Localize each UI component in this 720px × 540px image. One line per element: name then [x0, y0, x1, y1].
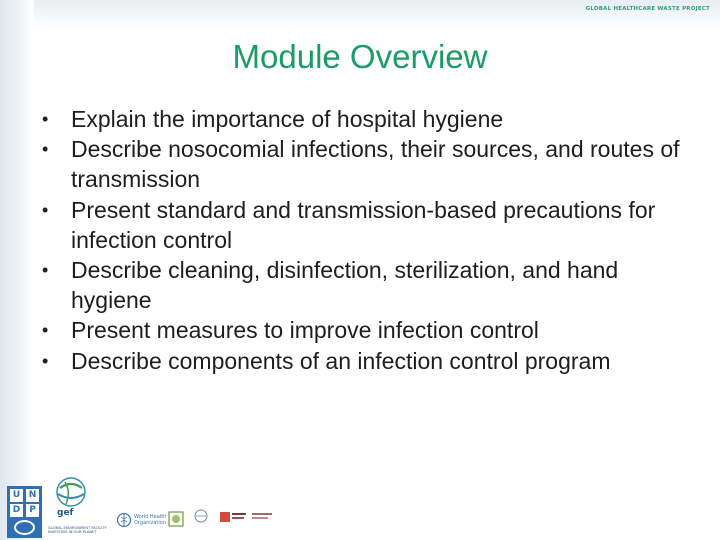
- undp-letter-u: U: [10, 489, 23, 502]
- bullet-glyph: •: [42, 260, 49, 281]
- bullet-text: Present standard and transmission-based precautions for infection control: [71, 196, 656, 253]
- who-line-1: World Health: [134, 514, 167, 520]
- bullet-glyph: •: [42, 350, 49, 371]
- bullet-text: Describe components of an infection control program: [71, 347, 611, 374]
- top-gradient-band: [0, 0, 720, 30]
- partner-logo-icon: [168, 510, 184, 528]
- gef-label: gef: [57, 508, 74, 518]
- who-emblem-icon: [116, 512, 132, 528]
- footer-logos: [0, 470, 720, 540]
- bullet-item: [42, 255, 682, 315]
- unu-logo-icon: [220, 510, 246, 524]
- slide-title: Module Overview: [232, 38, 488, 75]
- bullet-item: [42, 195, 682, 255]
- partner-logo-icon: [193, 508, 209, 524]
- bullet-glyph: •: [42, 139, 49, 160]
- undp-globe-icon: [14, 520, 35, 535]
- bullet-item: [42, 104, 682, 134]
- gef-caption: GLOBAL ENVIRONMENT FACILITY INVESTING IN OUR PLANET: [48, 526, 107, 535]
- bullet-list: [42, 104, 682, 376]
- bullet-item: [42, 134, 682, 194]
- undp-logo: [7, 486, 42, 538]
- bullet-glyph: •: [42, 199, 49, 220]
- bullet-text: Explain the importance of hospital hygiene: [71, 106, 504, 132]
- undp-letter-n: N: [26, 489, 39, 502]
- bullet-glyph: •: [42, 109, 49, 129]
- bullet-item: [42, 315, 682, 345]
- who-text: [134, 514, 166, 526]
- left-gradient-band: [0, 0, 34, 540]
- who-line-2: Organization: [134, 520, 166, 526]
- bullet-glyph: •: [42, 320, 49, 341]
- bullet-text: Present measures to improve infection control: [71, 317, 539, 344]
- bullet-text: Describe nosocomial infections, their sources, and routes of transmission: [71, 136, 680, 193]
- partner-logo-icon: [252, 510, 272, 524]
- bullet-item: [42, 346, 682, 376]
- undp-letter-p: P: [26, 504, 39, 517]
- undp-letter-d: D: [10, 504, 23, 517]
- bullet-text: Describe cleaning, disinfection, sterilization, and hand hygiene: [71, 257, 619, 314]
- project-tag: GLOBAL HEALTHCARE WASTE PROJECT: [585, 6, 710, 12]
